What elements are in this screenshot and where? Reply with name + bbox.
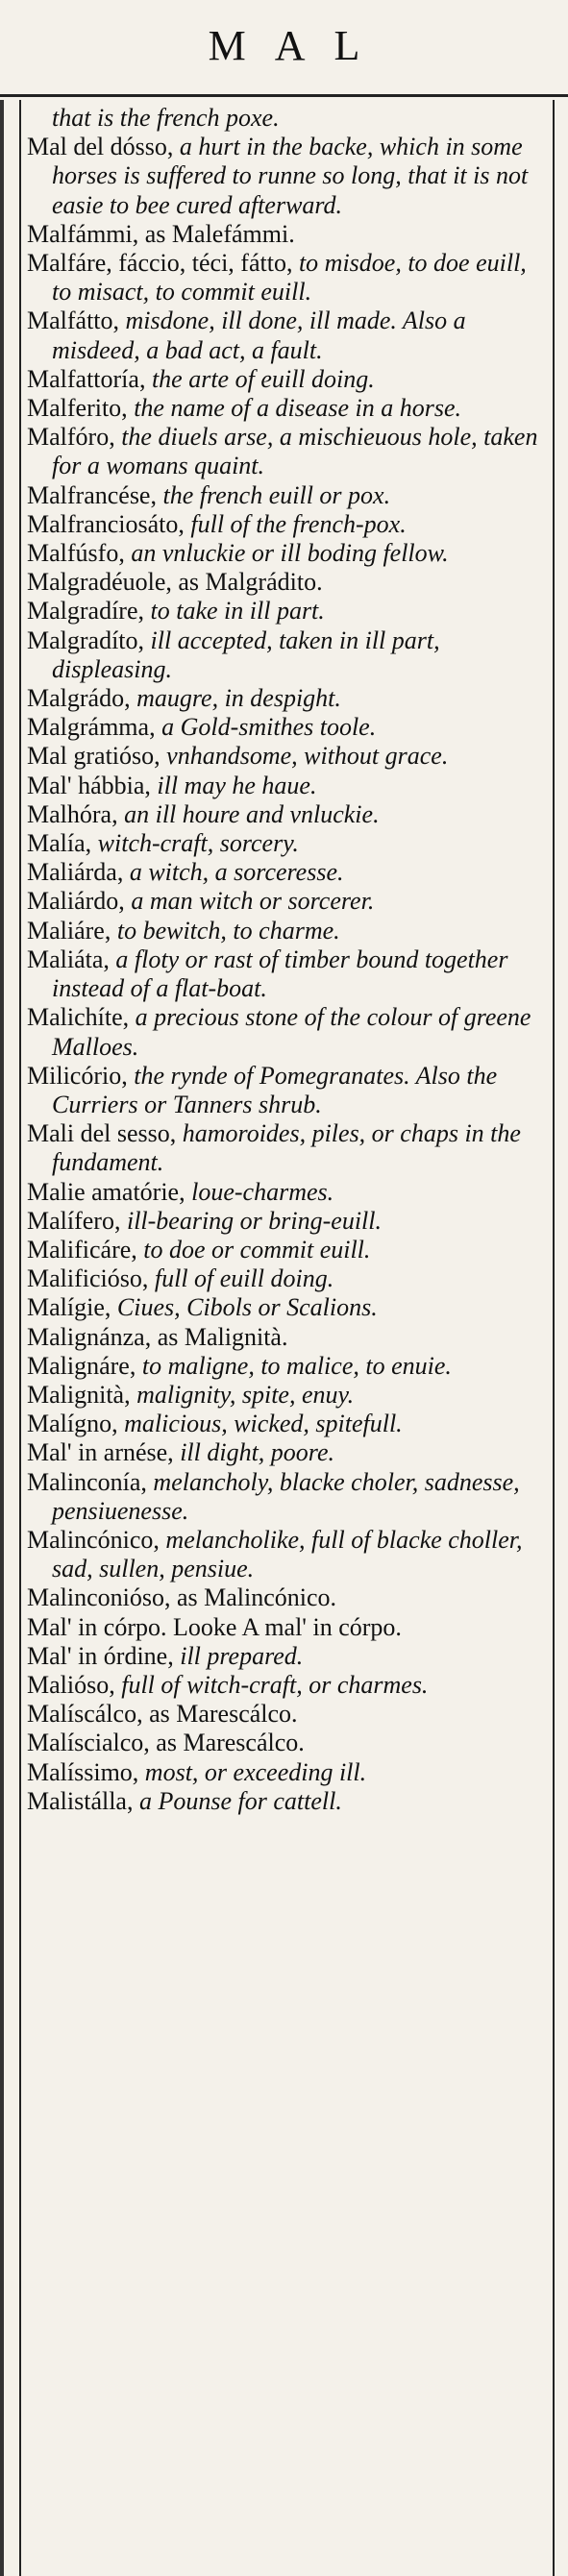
- dictionary-entry: Malía, witch-craft, sorcery.: [27, 829, 299, 858]
- dictionary-entry: Malíssimo, most, or exceeding ill.: [27, 1757, 367, 1786]
- dictionary-entry: Mal gratióso, vnhandsome, without grace.: [27, 742, 449, 771]
- dictionary-entry: Mal' in córpo. Looke A mal' in córpo.: [27, 1612, 402, 1641]
- dictionary-entry: Malferito, the name of a disease in a horse.: [27, 394, 462, 423]
- dictionary-entry: Maliáta, a floty or rast of timber bound together instead of a flat-boat.: [27, 945, 508, 1003]
- dictionary-entry: Malfáre, fáccio, téci, fátto, to misdoe, to doe euill, to misact, to commit euill.: [27, 249, 527, 307]
- dictionary-entry: Malífero, ill-bearing or bring-euill.: [27, 1206, 383, 1235]
- page-header: [0, 0, 568, 96]
- dictionary-entry: Malgradéuole, as Malgrádito.: [27, 568, 323, 597]
- dictionary-entry: Malichíte, a precious stone of the colour of greene Malloes.: [27, 1003, 531, 1061]
- dictionary-entry: Mal' in arnése, ill dight, poore.: [27, 1438, 334, 1467]
- dictionary-entry: Malióso, full of witch-craft, or charmes.: [27, 1670, 429, 1699]
- dictionary-entry: Malignità, malignity, spite, enuy.: [27, 1380, 355, 1409]
- header-rule: [0, 94, 568, 97]
- dictionary-entry: Malificióso, full of euill doing.: [27, 1264, 334, 1293]
- dictionary-entry: Malgrádo, maugre, in despight.: [27, 684, 341, 713]
- dictionary-entry: Malfranciosáto, full of the french-pox.: [27, 509, 407, 538]
- dictionary-entry: Malgradíto, ill accepted, taken in ill part, displeasing.: [27, 626, 440, 683]
- dictionary-entry: Malfattoría, the arte of euill doing.: [27, 364, 375, 393]
- dictionary-entry: Malfúsfo, an vnluckie or ill boding fellow.: [27, 539, 449, 568]
- dictionary-entry: that is the french poxe.: [52, 104, 280, 132]
- running-head: MAL: [208, 22, 389, 69]
- dictionary-entry: Malfóro, the diuels arse, a mischieuous hole, taken for a womans quaint.: [27, 423, 538, 480]
- dictionary-entry: Malíscialco, as Marescálco.: [27, 1729, 305, 1757]
- column-rule-left: [19, 100, 21, 2576]
- dictionary-entry: Mali del sesso, hamoroides, piles, or chaps in the fundament.: [27, 1119, 521, 1177]
- dictionary-entry: Malígno, malicious, wicked, spitefull.: [27, 1410, 403, 1438]
- dictionary-entry: Malincónico, melancholike, full of blacke choller, sad, sullen, pensiue.: [27, 1525, 523, 1583]
- dictionary-entry: Malie amatórie, loue-charmes.: [27, 1177, 334, 1206]
- dictionary-entry: Malinconía, melancholy, blacke choler, sadnesse, pensiuenesse.: [27, 1467, 520, 1525]
- dictionary-entry: Maliáre, to bewitch, to charme.: [27, 916, 340, 945]
- dictionary-entry: Mal del dósso, a hurt in the backe, which in some horses is suffered to runne so long, that it is not easie to bee cured afterward.: [27, 133, 529, 219]
- dictionary-entry: Malíscálco, as Marescálco.: [27, 1700, 298, 1729]
- left-page-edge: [0, 100, 4, 2576]
- dictionary-entry: Mal' in órdine, ill prepared.: [27, 1641, 304, 1670]
- dictionary-entry: Malhóra, an ill houre and vnluckie.: [27, 799, 380, 828]
- dictionary-entry: Malificáre, to doe or commit euill.: [27, 1235, 371, 1263]
- column-rule-right: [553, 100, 555, 2576]
- dictionary-entry: Malfátto, misdone, ill done, ill made. Also a misdeed, a bad act, a fault.: [27, 307, 466, 364]
- dictionary-entry: Malfámmi, as Malefámmi.: [27, 219, 295, 248]
- dictionary-entry: Milicório, the rynde of Pomegranates. Also the Curriers or Tanners shrub.: [27, 1061, 498, 1118]
- dictionary-entry: Malgrámma, a Gold-smithes toole.: [27, 713, 377, 742]
- dictionary-column: [27, 104, 546, 1816]
- dictionary-entry: Malígie, Ciues, Cibols or Scalions.: [27, 1293, 378, 1322]
- dictionary-entry: Maliárda, a witch, a sorceresse.: [27, 858, 344, 887]
- dictionary-entry: Mal' hábbia, ill may he haue.: [27, 771, 317, 799]
- dictionary-entry: Maliárdo, a man witch or sorcerer.: [27, 887, 375, 916]
- dictionary-entry: Malignáre, to maligne, to malice, to enuie.: [27, 1351, 452, 1380]
- dictionary-entry: Malistálla, a Pounse for cattell.: [27, 1786, 342, 1815]
- dictionary-entry: Malignánza, as Malignità.: [27, 1322, 288, 1351]
- dictionary-entry: Malfrancése, the french euill or pox.: [27, 480, 391, 509]
- dictionary-entry: Malgradíre, to take in ill part.: [27, 597, 325, 626]
- dictionary-entry: Malinconióso, as Malincónico.: [27, 1583, 337, 1612]
